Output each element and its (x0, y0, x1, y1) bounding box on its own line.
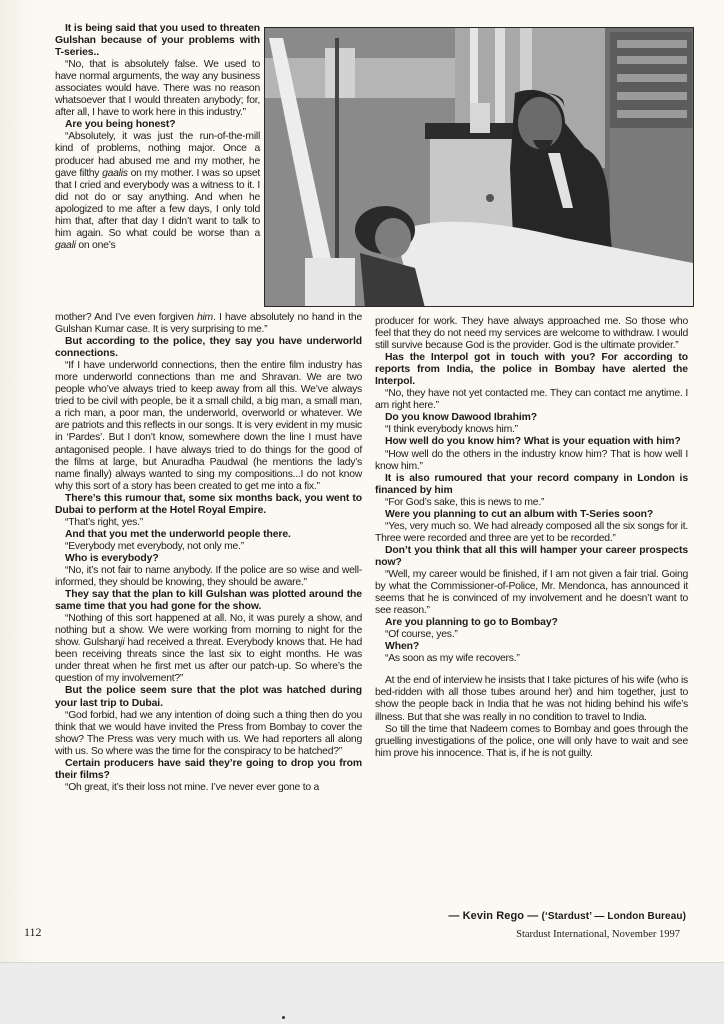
interview-question: Are you planning to go to Bombay? (385, 617, 558, 629)
interview-answer: “That’s right, yes.” (65, 516, 143, 528)
interview-answer: “No, it’s not fair to name anybody. If the police are so wise and well-informed, they should be knowing, they should be aware.” (55, 564, 362, 589)
byline-bureau: (‘Stardust’ — London Bureau) (541, 911, 686, 922)
interview-answer: “God forbid, had we any intention of doing such a thing then do you think that we would have invited the Press from Bombay to cover the show? The Press was very much with us. We had reporters all along with us. So where was the time for the conspiracy to be hatched?” (55, 709, 362, 757)
italic-term: ji (120, 637, 125, 649)
text-run: mother? And I’ve even forgiven (55, 312, 197, 323)
interview-question: There’s this rumour that, some six months back, you went to Dubai to perform at the Hotel Royal Empire. (55, 492, 362, 516)
interview-answer (55, 613, 362, 685)
interview-question: Has the Interpol got in touch with you? For according to reports from India, the police in Bombay have alerted the Interpol. (375, 352, 688, 388)
hospital-photo-drawing (265, 28, 694, 307)
bed-foot (305, 258, 355, 307)
interview-answer: So till the time that Nadeem comes to Bombay and goes through the gruelling investigations of the police, one will only have to wait and see him prove his innocence. That is, if he is not guilty. (375, 723, 688, 759)
interview-question: Who is everybody? (65, 552, 159, 564)
interview-question: When? (385, 641, 420, 653)
interview-question: They say that the plan to kill Gulshan was plotted around the same time that you had gone for the show. (55, 589, 362, 613)
byline-author: — Kevin Rego — (448, 910, 539, 922)
interview-answer: “I think everybody knows him.” (385, 424, 518, 436)
text-run: had received a threat. Everybody knows that. He had been receiving threats since the last six to eight months. He was under threat when he first met us after our patch-up. So where’s the question of my involvement?” (55, 637, 362, 685)
interview-question: But the police seem sure that the plot was hatched during your last trip to Dubai. (55, 685, 362, 709)
interview-answer: “Of course, yes.” (385, 629, 458, 641)
interview-question: Don’t you think that all this will hamper your career prospects now? (375, 544, 688, 568)
interview-question: Certain producers have said they’re going to drop you from their films? (55, 757, 362, 781)
page-binding-edge (0, 0, 38, 962)
interview-answer (55, 312, 362, 336)
text-run: “Absolutely, it was just the run-of-the-mill kind of problems, nothing major. Once a producer had abused me and my mother, he gave filthy (55, 131, 260, 179)
italic-term: gaali (55, 239, 76, 251)
interview-question: How well do you know him? What is your equation with him? (385, 436, 681, 448)
interview-answer: producer for work. They have always approached me. So those who feel that they do not need my services are welcome to withdraw. I would still survive because God is the provider. God is the ultimate provider.” (375, 316, 688, 352)
interview-answer: “No, that is absolutely false. We used to have normal arguments, the way any business associates would have. There was no reason whatsoever that I would threaten anybody; for, after all, I have to work here in this industry.” (55, 59, 260, 119)
interview-answer: “Everybody met everybody, not only me.” (65, 540, 244, 552)
curtain-fold (495, 28, 505, 138)
interview-answer: “Yes, very much so. We had already composed all the six songs for it. Three were recorded and three are yet to be recorded.” (375, 520, 688, 544)
page-number: 112 (24, 925, 42, 939)
italic-term: him (196, 312, 213, 323)
iv-pole (335, 38, 339, 288)
bed-head-panel (265, 58, 465, 98)
article-column-left-top (55, 23, 260, 252)
text-run: on my mother. I was so upset that I cried and everybody was a witness to it. I did not do or say anything. And when he apologized to me after a few days, I only told him that, after that day I didn’t want to talk to him again. So what could be worse than a (55, 167, 260, 239)
interview-answer: “No, they have not yet contacted me. They can contact me anytime. I am right here.” (375, 388, 688, 412)
interview-answer: “For God’s sake, this is news to me.” (385, 496, 545, 508)
article-column-right (375, 316, 688, 760)
article-column-left-bottom (55, 312, 362, 794)
italic-term: gaalis (102, 167, 128, 179)
cup (470, 103, 490, 133)
interview-answer: “How well do the others in the industry know him? That is how well I know him.” (375, 448, 688, 472)
text-run: on one’s (75, 239, 116, 251)
iv-bag (325, 48, 355, 98)
interview-question: Are you being honest? (65, 119, 176, 131)
text-run: “Nothing of this sort happened at all. No, it was purely a show, and nothing but a show. We were working from morning to night for the show. Gulshan (55, 613, 362, 649)
interview-question: It is being said that you used to threaten Gulshan because of your problems with T-series.. (55, 23, 260, 59)
interview-answer: “Well, my career would be finished, if I am not given a fair trial. Going by what the Commissioner-of-Police, Mr. Mendonca, has announced it seems that he is convinced of my involvement and he doesn’t want to see reason.” (375, 568, 688, 617)
publication-source: Stardust International, November 1997 (516, 929, 680, 940)
interview-answer: “Oh great, it’s their loss not mine. I’ve never ever gone to a (65, 781, 320, 793)
interview-question: But according to the police, they say you have underworld connections. (55, 336, 362, 360)
hospital-photo (264, 27, 694, 307)
interview-question: Do you know Dawood Ibrahim? (385, 412, 538, 424)
interview-answer: “If I have underworld connections, then the entire film industry has more underworld connections than me and Shravan. We are two people who’ve always tried to keep away from all this. We’ve always tried to be civil with people, be it a small child, a big man, a small man, a rich man, a poor man, the underworld, overworld or whatever. We are patriots and this reflects in our songs. It is very evident in my music in ‘Pardes’. But I don’t know, somewhere down the line I must have antagonised people. I have always tried to do things for the good of the films at large, but Anuradha Paudwal (he mentions the lady’s name finally) always wanted to sing my compositions...I do not know why this sort of a story has been created to get me into a fix.” (55, 360, 362, 492)
interview-answer (55, 131, 260, 251)
interview-question: Were you planning to cut an album with T-Series soon? (385, 508, 654, 520)
interview-answer: At the end of interview he insists that I take pictures of his wife (who is bed-ridden with all those tubes around her) and him together, just to show the people back in India that he was not hiding behind his wife’s illness. But that she was really in no condition to travel to India. (375, 675, 688, 723)
bedside-cabinet (430, 138, 520, 228)
text-run: . I have absolutely no hand in the Gulshan Kumar case. It is very surprising to me.” (55, 312, 362, 336)
interview-question: It is also rumoured that your record company in London is financed by him (375, 472, 688, 496)
interview-answer: “As soon as my wife recovers.” (385, 653, 520, 665)
interview-question: And that you met the underworld people there. (65, 528, 291, 540)
patient-face (375, 218, 411, 258)
cabinet-knob (486, 194, 494, 202)
byline (448, 910, 686, 922)
scan-speck (282, 1016, 285, 1019)
